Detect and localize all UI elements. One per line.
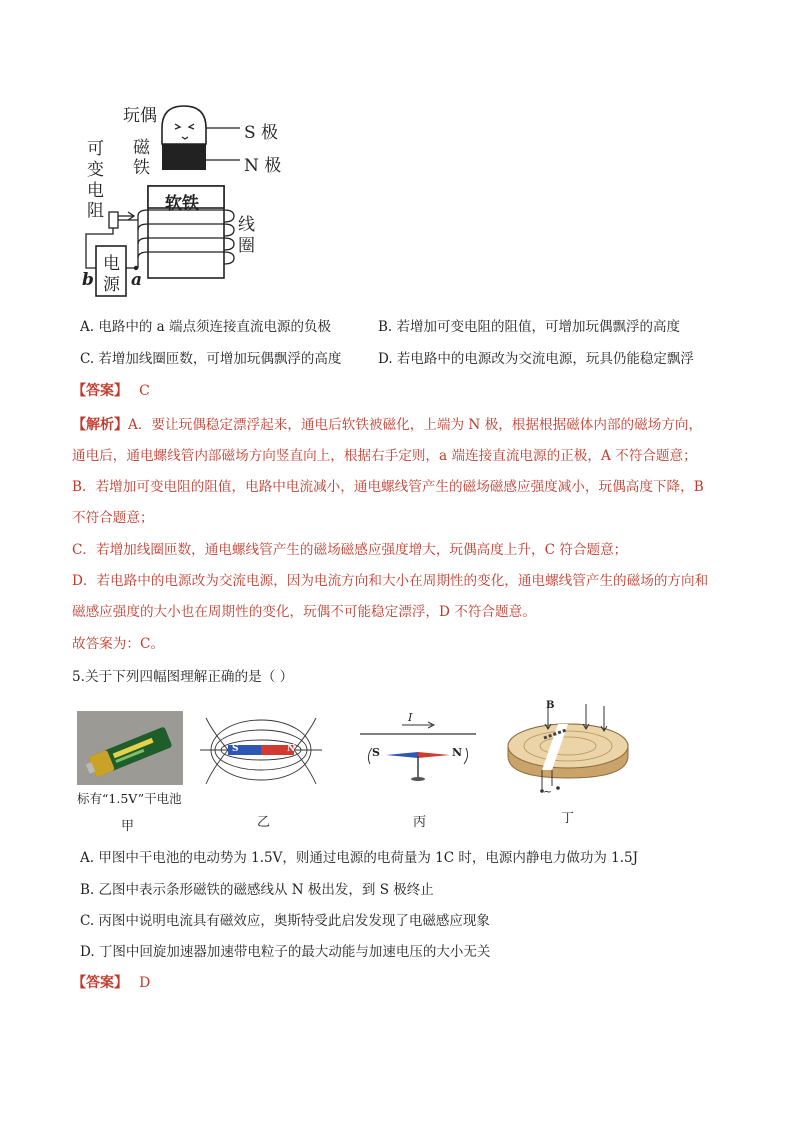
variable-resistor	[109, 212, 118, 228]
fig-bing-label: 丙	[413, 815, 427, 830]
analysis-tag: 【解析】	[72, 417, 128, 433]
q4-option-b: B. 若增加可变电阻的阻值，可增加玩偶飘浮的高度	[378, 319, 681, 335]
bing-current-label: I	[408, 711, 413, 724]
cyclotron-figure	[496, 698, 641, 798]
answer-tag: 【答案】	[72, 975, 128, 991]
s-pole-label: S 极	[244, 123, 279, 143]
bar-magnet-figure	[198, 712, 324, 790]
needle-south	[386, 752, 418, 758]
q4-analysis-line-3: B．若增加可变电阻的阻值，电路中电流减小，通电螺线管产生的磁场磁感应强度减小，玩偶高度下降，B	[72, 479, 704, 495]
source-label-1: 电	[103, 254, 120, 274]
fig-jia-label: 甲	[121, 819, 135, 834]
battery-illustration	[77, 711, 183, 785]
fig-yi-label: 乙	[257, 815, 271, 830]
source-label-2: 源	[103, 275, 120, 295]
q4-option-d: D. 若电路中的电源改为交流电源，玩具仍能稳定飘浮	[378, 351, 694, 367]
n-pole-label: N 极	[244, 156, 282, 176]
q5-option-d: D. 丁图中回旋加速器加速带电粒子的最大动能与加速电压的大小无关	[80, 944, 491, 960]
q4-analysis-line-6: D．若电路中的电源改为交流电源，因为电流方向和大小在周期性的变化，通电螺线管产生的磁场的方向和	[72, 573, 709, 589]
cyclotron-diagram	[496, 698, 641, 798]
q4-option-a: A. 电路中的 a 端点须连接直流电源的负极	[80, 319, 331, 335]
q4-conclusion: 故答案为：C。	[72, 636, 164, 652]
coil-label-2: 圈	[238, 236, 255, 256]
q5-stem: 5.关于下列四幅图理解正确的是（ ）	[72, 669, 294, 685]
resistor-label-1: 可	[87, 139, 104, 159]
ding-b-label: B	[546, 700, 555, 711]
q5-answer	[72, 972, 150, 992]
q4-analysis-line-7: 磁感应强度的大小也在周期性的变化，玩偶不可能稳定漂浮，D 不符合题意。	[72, 604, 536, 620]
yi-n-label: N	[287, 744, 296, 754]
answer-value: D	[139, 975, 151, 991]
yi-s-label: S	[232, 744, 239, 754]
q4-option-c: C. 若增加线圈匝数，可增加玩偶飘浮的高度	[80, 351, 342, 367]
toy-magnet	[162, 144, 206, 170]
q4-analysis-line-5: C．若增加线圈匝数，通电螺线管产生的磁场磁感应强度增大，玩偶高度上升，C 符合题意；	[72, 542, 628, 558]
resistor-label-4: 阻	[87, 201, 104, 221]
toy-label: 玩偶	[123, 106, 157, 126]
fig-ding-label: 丁	[561, 811, 575, 826]
battery-caption: 标有“1.5V”干电池	[77, 791, 182, 806]
coil-label-1: 线	[238, 215, 255, 235]
q4-analysis-line-1	[72, 413, 702, 434]
q4-analysis-line-4: 不符合题意；	[72, 510, 154, 526]
q4-analysis-line-2: 通电后，通电螺线管内部磁场方向竖直向上，根据右手定则，a 端连接直流电源的正极，A 不符合题意；	[72, 448, 697, 464]
ding-ac-label: ~	[543, 785, 553, 798]
q5-option-a: A. 甲图中干电池的电动势为 1.5V，则通过电源的电荷量为 1C 时，电源内静电力做功为 1.5J	[80, 850, 639, 866]
q4-answer	[72, 380, 150, 400]
bing-s-label: S	[372, 746, 380, 759]
resistor-label-2: 变	[87, 160, 104, 180]
analysis-text: A．要让玩偶稳定漂浮起来，通电后软铁被磁化，上端为 N 极，根据根据磁体内部的磁场方向，	[128, 417, 703, 433]
resistor-label-3: 电	[87, 181, 104, 201]
q5-option-b: B. 乙图中表示条形磁铁的磁感线从 N 极出发，到 S 极终止	[80, 882, 434, 898]
battery-photo	[77, 711, 183, 785]
needle-north	[418, 752, 450, 758]
magnet-label-2: 铁	[133, 158, 150, 178]
terminal-b-label: b	[82, 270, 94, 290]
q5-option-c: C. 丙图中说明电流具有磁效应，奥斯特受此启发发现了电磁感应现象	[80, 913, 490, 929]
answer-tag: 【答案】	[72, 383, 128, 399]
field-lines-diagram	[198, 712, 324, 790]
bing-n-label: N	[452, 746, 463, 759]
terminal-a-label: a	[131, 270, 143, 290]
magnet-label-1: 磁	[133, 138, 150, 158]
soft-iron-label: 软铁	[165, 194, 199, 214]
answer-value: C	[139, 383, 150, 399]
